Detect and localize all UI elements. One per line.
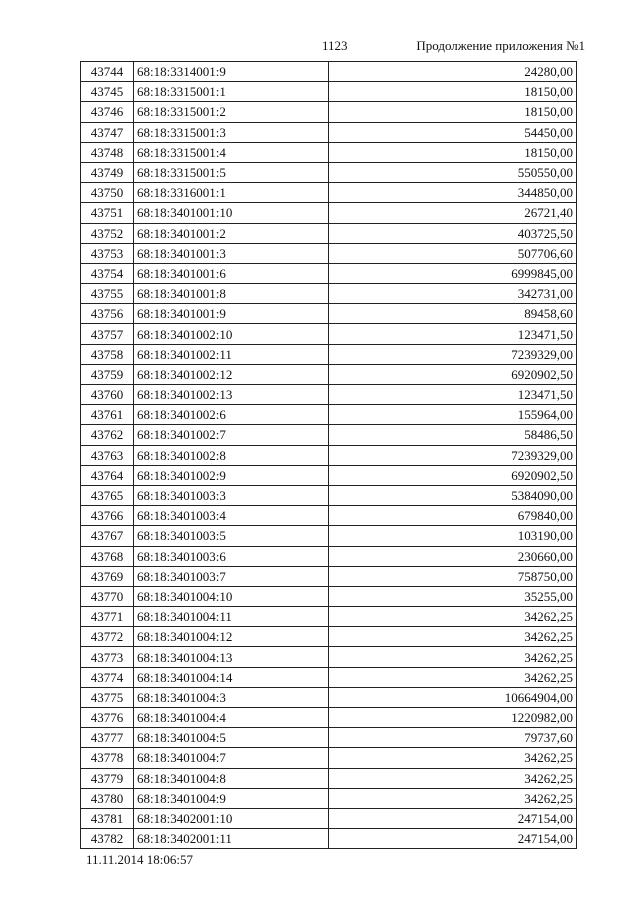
row-number-cell: 43746	[81, 102, 134, 122]
appendix-note: Продолжение приложения №1	[416, 38, 585, 53]
value-cell: 10664904,00	[329, 687, 577, 707]
row-number-cell: 43778	[81, 748, 134, 768]
value-cell: 6920902,50	[329, 465, 577, 485]
cadastral-number-cell: 68:18:3401002:7	[134, 425, 329, 445]
value-cell: 1220982,00	[329, 708, 577, 728]
row-number-cell: 43759	[81, 364, 134, 384]
table-row	[81, 344, 577, 364]
cadastral-number-cell: 68:18:3401003:6	[134, 546, 329, 566]
row-number-cell: 43766	[81, 506, 134, 526]
cadastral-number-cell: 68:18:3401004:11	[134, 607, 329, 627]
cadastral-number-cell: 68:18:3401004:9	[134, 788, 329, 808]
cadastral-number-cell: 68:18:3315001:4	[134, 142, 329, 162]
row-number-cell: 43767	[81, 526, 134, 546]
value-cell: 6999845,00	[329, 263, 577, 283]
value-cell: 247154,00	[329, 808, 577, 828]
table-row	[81, 62, 577, 82]
value-cell: 507706,60	[329, 243, 577, 263]
row-number-cell: 43755	[81, 284, 134, 304]
cadastral-number-cell: 68:18:3401004:5	[134, 728, 329, 748]
row-number-cell: 43761	[81, 405, 134, 425]
cadastral-number-cell: 68:18:3401002:10	[134, 324, 329, 344]
value-cell: 34262,25	[329, 627, 577, 647]
table-row	[81, 647, 577, 667]
row-number-cell: 43754	[81, 263, 134, 283]
row-number-cell: 43745	[81, 82, 134, 102]
cadastral-number-cell: 68:18:3401002:9	[134, 465, 329, 485]
table-row	[81, 425, 577, 445]
row-number-cell: 43758	[81, 344, 134, 364]
value-cell: 123471,50	[329, 385, 577, 405]
table-row	[81, 526, 577, 546]
table-row	[81, 243, 577, 263]
row-number-cell: 43765	[81, 485, 134, 505]
table-row	[81, 687, 577, 707]
cadastral-number-cell: 68:18:3401001:8	[134, 284, 329, 304]
value-cell: 103190,00	[329, 526, 577, 546]
value-cell: 54450,00	[329, 122, 577, 142]
value-cell: 5384090,00	[329, 485, 577, 505]
table-row	[81, 829, 577, 849]
table-row	[81, 162, 577, 182]
value-cell: 18150,00	[329, 142, 577, 162]
cadastral-number-cell: 68:18:3401001:3	[134, 243, 329, 263]
table-row	[81, 465, 577, 485]
cadastral-number-cell: 68:18:3402001:10	[134, 808, 329, 828]
table-row	[81, 304, 577, 324]
cadastral-number-cell: 68:18:3315001:2	[134, 102, 329, 122]
value-cell: 344850,00	[329, 183, 577, 203]
row-number-cell: 43775	[81, 687, 134, 707]
row-number-cell: 43774	[81, 667, 134, 687]
row-number-cell: 43744	[81, 62, 134, 82]
cadastral-number-cell: 68:18:3401003:4	[134, 506, 329, 526]
cadastral-number-cell: 68:18:3401004:4	[134, 708, 329, 728]
cadastral-number-cell: 68:18:3401004:13	[134, 647, 329, 667]
value-cell: 35255,00	[329, 586, 577, 606]
value-cell: 123471,50	[329, 324, 577, 344]
table-row	[81, 405, 577, 425]
row-number-cell: 43748	[81, 142, 134, 162]
row-number-cell: 43770	[81, 586, 134, 606]
cadastral-number-cell: 68:18:3401001:2	[134, 223, 329, 243]
table-row	[81, 223, 577, 243]
value-cell: 679840,00	[329, 506, 577, 526]
cadastral-number-cell: 68:18:3401001:10	[134, 203, 329, 223]
cadastral-number-cell: 68:18:3401004:12	[134, 627, 329, 647]
table-row	[81, 485, 577, 505]
cadastral-number-cell: 68:18:3316001:1	[134, 183, 329, 203]
footer-timestamp: 11.11.2014 18:06:57	[86, 852, 194, 867]
table-row	[81, 708, 577, 728]
cadastral-number-cell: 68:18:3402001:11	[134, 829, 329, 849]
value-cell: 18150,00	[329, 102, 577, 122]
row-number-cell: 43772	[81, 627, 134, 647]
page-header	[0, 36, 640, 58]
cadastral-number-cell: 68:18:3401001:6	[134, 263, 329, 283]
table-row	[81, 122, 577, 142]
row-number-cell: 43753	[81, 243, 134, 263]
value-cell: 155964,00	[329, 405, 577, 425]
value-cell: 58486,50	[329, 425, 577, 445]
table-row	[81, 667, 577, 687]
row-number-cell: 43764	[81, 465, 134, 485]
cadastral-number-cell: 68:18:3401002:13	[134, 385, 329, 405]
cadastral-number-cell: 68:18:3401002:11	[134, 344, 329, 364]
page-number: 1123	[322, 38, 348, 53]
table-row	[81, 445, 577, 465]
row-number-cell: 43771	[81, 607, 134, 627]
registry-table	[80, 61, 577, 849]
registry-table-body	[81, 62, 577, 849]
table-row	[81, 607, 577, 627]
table-row	[81, 324, 577, 344]
table-row	[81, 284, 577, 304]
value-cell: 230660,00	[329, 546, 577, 566]
value-cell: 34262,25	[329, 748, 577, 768]
table-row	[81, 546, 577, 566]
row-number-cell: 43776	[81, 708, 134, 728]
row-number-cell: 43750	[81, 183, 134, 203]
value-cell: 7239329,00	[329, 344, 577, 364]
table-row	[81, 385, 577, 405]
row-number-cell: 43773	[81, 647, 134, 667]
row-number-cell: 43756	[81, 304, 134, 324]
table-row	[81, 728, 577, 748]
row-number-cell: 43747	[81, 122, 134, 142]
table-row	[81, 102, 577, 122]
value-cell: 34262,25	[329, 768, 577, 788]
table-row	[81, 586, 577, 606]
row-number-cell: 43751	[81, 203, 134, 223]
table-row	[81, 808, 577, 828]
table-row	[81, 768, 577, 788]
value-cell: 79737,60	[329, 728, 577, 748]
table-row	[81, 364, 577, 384]
cadastral-number-cell: 68:18:3401003:7	[134, 566, 329, 586]
value-cell: 26721,40	[329, 203, 577, 223]
row-number-cell: 43768	[81, 546, 134, 566]
value-cell: 758750,00	[329, 566, 577, 586]
value-cell: 550550,00	[329, 162, 577, 182]
row-number-cell: 43757	[81, 324, 134, 344]
cadastral-number-cell: 68:18:3401002:12	[134, 364, 329, 384]
cadastral-number-cell: 68:18:3401004:10	[134, 586, 329, 606]
value-cell: 7239329,00	[329, 445, 577, 465]
row-number-cell: 43763	[81, 445, 134, 465]
value-cell: 34262,25	[329, 788, 577, 808]
table-row	[81, 506, 577, 526]
table-row	[81, 748, 577, 768]
value-cell: 34262,25	[329, 667, 577, 687]
table-row	[81, 203, 577, 223]
cadastral-number-cell: 68:18:3315001:3	[134, 122, 329, 142]
cadastral-number-cell: 68:18:3315001:1	[134, 82, 329, 102]
row-number-cell: 43782	[81, 829, 134, 849]
row-number-cell: 43779	[81, 768, 134, 788]
value-cell: 6920902,50	[329, 364, 577, 384]
value-cell: 34262,25	[329, 647, 577, 667]
row-number-cell: 43752	[81, 223, 134, 243]
table-row	[81, 263, 577, 283]
row-number-cell: 43777	[81, 728, 134, 748]
cadastral-number-cell: 68:18:3401003:5	[134, 526, 329, 546]
cadastral-number-cell: 68:18:3315001:5	[134, 162, 329, 182]
cadastral-number-cell: 68:18:3401002:8	[134, 445, 329, 465]
table-row	[81, 627, 577, 647]
cadastral-number-cell: 68:18:3401004:3	[134, 687, 329, 707]
cadastral-number-cell: 68:18:3401003:3	[134, 485, 329, 505]
table-row	[81, 183, 577, 203]
table-row	[81, 566, 577, 586]
value-cell: 34262,25	[329, 607, 577, 627]
row-number-cell: 43760	[81, 385, 134, 405]
cadastral-number-cell: 68:18:3401001:9	[134, 304, 329, 324]
table-row	[81, 82, 577, 102]
cadastral-number-cell: 68:18:3401004:14	[134, 667, 329, 687]
row-number-cell: 43769	[81, 566, 134, 586]
table-row	[81, 142, 577, 162]
value-cell: 403725,50	[329, 223, 577, 243]
value-cell: 89458,60	[329, 304, 577, 324]
cadastral-number-cell: 68:18:3401004:7	[134, 748, 329, 768]
row-number-cell: 43780	[81, 788, 134, 808]
value-cell: 247154,00	[329, 829, 577, 849]
row-number-cell: 43749	[81, 162, 134, 182]
cadastral-number-cell: 68:18:3401002:6	[134, 405, 329, 425]
cadastral-number-cell: 68:18:3401004:8	[134, 768, 329, 788]
value-cell: 24280,00	[329, 62, 577, 82]
row-number-cell: 43781	[81, 808, 134, 828]
row-number-cell: 43762	[81, 425, 134, 445]
value-cell: 342731,00	[329, 284, 577, 304]
table-row	[81, 788, 577, 808]
cadastral-number-cell: 68:18:3314001:9	[134, 62, 329, 82]
value-cell: 18150,00	[329, 82, 577, 102]
